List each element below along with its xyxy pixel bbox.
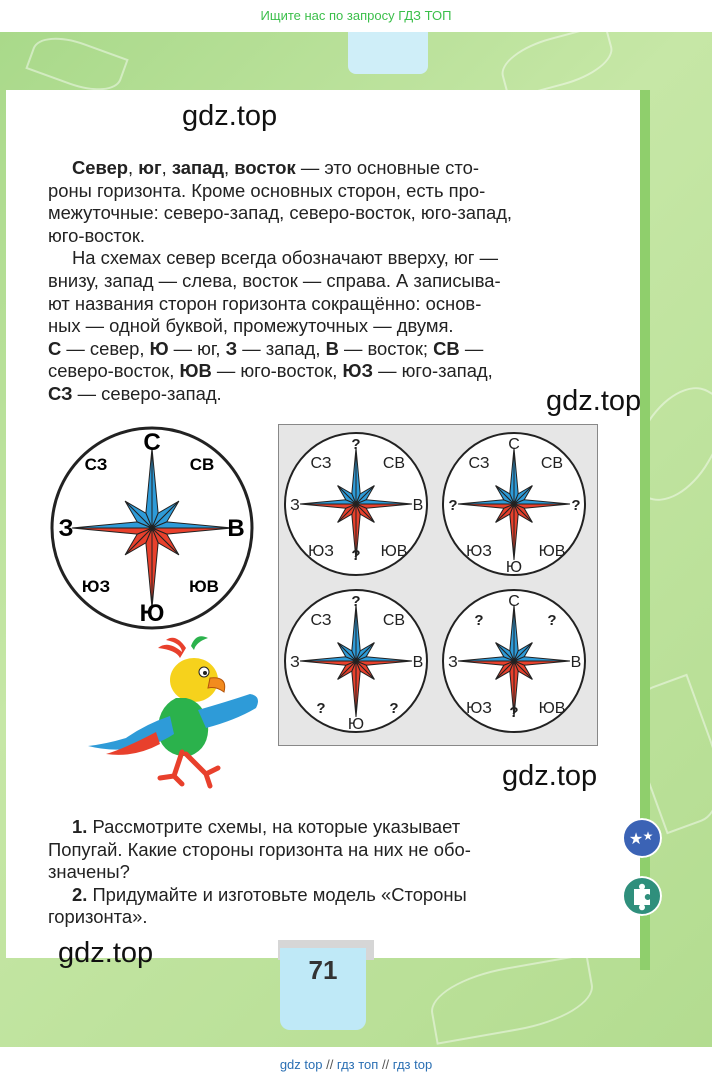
scheme-label-nw: ? (474, 612, 484, 629)
bold-term: Север (72, 157, 129, 178)
south-label: Ю (139, 600, 165, 627)
text-span: — запад, (237, 337, 326, 359)
scheme-label-n: С (508, 593, 520, 610)
parrot-crest (158, 638, 186, 658)
text-span: Рассмотрите схемы, на которые указывает (92, 816, 461, 837)
text-span: Придумайте и изготовьте модель «Стороны (92, 883, 467, 905)
west-label: З (58, 515, 74, 542)
northwest-label: СЗ (84, 455, 108, 474)
scheme-label-sw: ЮЗ (308, 543, 334, 560)
northeast-label: СВ (189, 455, 215, 474)
text-span: — (459, 337, 484, 359)
scheme-label-w: ? (448, 497, 458, 514)
scheme-compass (285, 590, 427, 733)
text-span: — юго-запад, (373, 360, 493, 382)
scheme-label-e: В (412, 654, 424, 671)
scheme-label-ne: СВ (382, 455, 406, 472)
top-banner[interactable]: Ищите нас по запросу ГДЗ ТОП (0, 0, 712, 32)
southeast-label: ЮВ (189, 577, 219, 596)
task-1-line: Попугай. Какие стороны горизонта на них не обо- (48, 838, 471, 860)
parrot-pupil (203, 671, 207, 675)
abbrev-line-1 (48, 338, 598, 361)
scheme-label-n: ? (351, 436, 361, 453)
task-1-line (48, 816, 598, 839)
schemes-grid (278, 424, 598, 746)
bottom-link[interactable]: гдз топ (336, 1057, 379, 1072)
bold-term: восток (234, 157, 296, 178)
scheme-label-se: ? (389, 700, 399, 717)
scheme-label-w: З (290, 654, 300, 671)
task-2-line (48, 884, 598, 907)
watermark: gdz.top (182, 100, 278, 132)
scheme-label-ne: ? (547, 612, 557, 629)
scheme-label-s: ? (509, 704, 519, 721)
paragraph-1-line: межуточные: северо-запад, северо-восток, юго-запад, (48, 202, 513, 224)
scheme-label-s: Ю (347, 716, 365, 733)
text-span: — северо-запад. (72, 382, 222, 404)
abbr: Ю (149, 337, 169, 359)
paragraph-1-line: юго-восток. (48, 224, 146, 246)
top-tab (348, 32, 428, 74)
north-label: С (143, 429, 161, 456)
leaf-decoration (426, 953, 599, 1045)
task-2-line: горизонта». (48, 906, 148, 928)
paragraph-2-line: ют названия сторон горизонта сокращённо: основ- (48, 292, 482, 314)
parrot-legs (160, 752, 218, 786)
scheme-label-s: ? (351, 547, 361, 564)
scheme-label-sw: ЮЗ (466, 543, 492, 560)
task-number: 1. (72, 816, 88, 837)
bottom-links: gdz top // гдз топ // гдз top (0, 1048, 712, 1082)
abbr: СВ (433, 337, 460, 359)
task-number: 2. (72, 883, 88, 905)
paragraph-2-line: внизу, запад — слева, восток — справа. А записыва- (48, 269, 501, 291)
scheme-compass (285, 433, 427, 575)
paragraph-2-line: ных — одной буквой, промежуточных — двумя. (48, 315, 454, 337)
page-number: 71 (280, 948, 366, 1030)
text-span: — юг, (168, 337, 226, 359)
paragraph-1-line: Север, юг, запад, восток — это основные сто- (72, 157, 479, 178)
bold-term: юг (138, 157, 162, 178)
scheme-label-e: ? (571, 497, 581, 514)
east-label: В (227, 515, 245, 542)
svg-text:★: ★ (628, 831, 644, 848)
star-icon[interactable] (622, 818, 662, 858)
bold-term: запад (171, 157, 225, 178)
southwest-label: ЮЗ (81, 577, 111, 596)
text-span: — юго-восток, (211, 360, 343, 382)
scheme-label-se: ЮВ (380, 543, 408, 560)
tasks (48, 816, 598, 929)
text-span: — это основные сто- (295, 157, 479, 178)
abbr: С (48, 337, 62, 359)
big-compass (48, 424, 256, 632)
scheme-label-nw: СЗ (310, 612, 332, 629)
scheme-label-ne: СВ (540, 455, 564, 472)
scheme-label-n: С (508, 436, 520, 453)
scheme-label-w: З (290, 497, 300, 514)
scheme-label-sw: ? (316, 700, 326, 717)
scheme-label-e: В (412, 497, 424, 514)
scheme-label-se: ЮВ (538, 700, 566, 717)
leaf-decoration (496, 23, 619, 100)
scheme-label-w: З (448, 654, 458, 671)
abbr: ЮВ (179, 360, 212, 382)
bottom-link[interactable]: гдз top (392, 1057, 433, 1072)
abbrev-line-3 (48, 383, 598, 406)
parrot-illustration (86, 628, 266, 808)
task-1-line: значены? (48, 861, 130, 883)
scheme-label-e: В (570, 654, 582, 671)
paragraph-2-line: На схемах север всегда обозначают вверху, юг — (72, 247, 498, 269)
text-span: — север, (61, 337, 150, 359)
abbrev-line-2 (48, 360, 598, 383)
watermark: gdz.top (502, 760, 598, 792)
parrot-wing (198, 694, 258, 728)
scheme-label-n: ? (351, 593, 361, 610)
parrot-crest (191, 636, 208, 650)
text-span: северо-восток, (48, 360, 180, 382)
svg-text:★: ★ (642, 829, 654, 843)
abbr: З (225, 337, 238, 359)
watermark: gdz.top (58, 937, 154, 969)
scheme-label-sw: ЮЗ (466, 700, 492, 717)
abbr: ЮЗ (342, 360, 374, 382)
scheme-label-nw: СЗ (310, 455, 332, 472)
scheme-label-se: ЮВ (538, 543, 566, 560)
scheme-compass (443, 590, 585, 732)
scheme-label-nw: СЗ (468, 455, 490, 472)
scheme-label-s: Ю (505, 559, 523, 576)
scheme-label-ne: СВ (382, 612, 406, 629)
paragraph-1 (48, 157, 598, 406)
puzzle-icon[interactable] (622, 876, 662, 916)
abbr: СЗ (48, 382, 73, 404)
text-span: — восток; (338, 337, 434, 359)
bottom-link[interactable]: gdz top (279, 1057, 323, 1072)
watermark: gdz.top (546, 385, 642, 417)
paragraph-1-line: роны горизонта. Кроме основных сторон, есть про- (48, 179, 486, 201)
abbr: В (325, 337, 339, 359)
scheme-compass (443, 433, 585, 576)
